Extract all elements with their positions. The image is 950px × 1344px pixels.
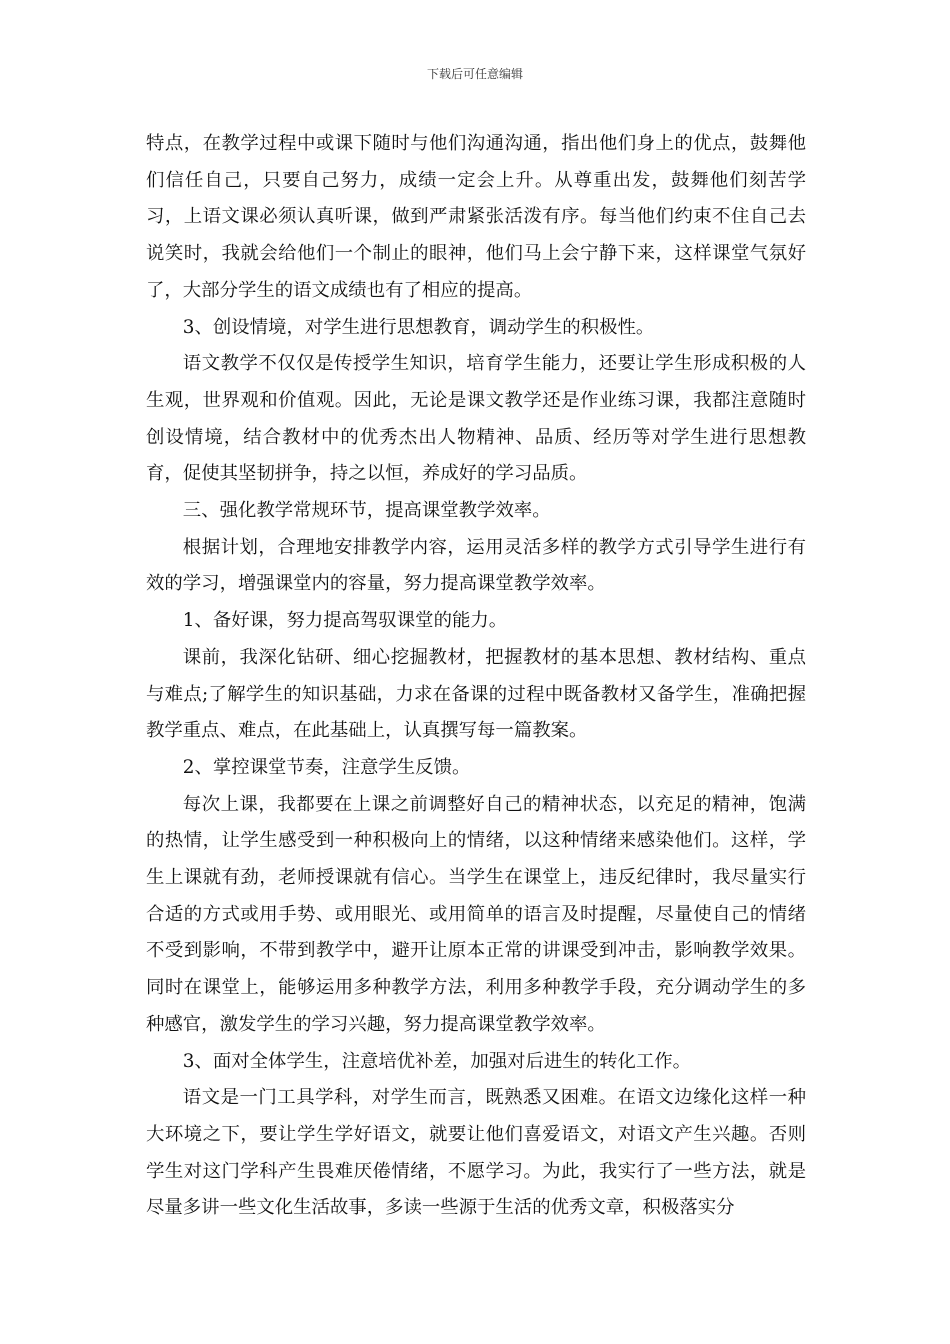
paragraph-11: 语文是一门工具学科，对学生而言，既熟悉又困难。在语文边缘化这样一种大环境之下，要让学生学好语文，就要让他们喜爱语文，对语文产生兴趣。否则学生对这门学科产生畏难厌倦情绪，不愿学习。为此，我实行了一些方法，就是尽量多讲一些文化生活故事，多读一些源于生活的优秀文章，积极落实分 (146, 1087, 806, 1219)
paragraph-5: 根据计划，合理地安排教学内容，运用灵活多样的教学方式引导学生进行有效的学习，增强课堂内的容量，努力提高课堂教学效率。 (146, 536, 806, 595)
paragraph-9: 每次上课，我都要在上课之前调整好自己的精神状态，以充足的精神，饱满的热情，让学生感受到一种积极向上的情绪，以这种情绪来感染他们。这样，学生上课就有劲，老师授课就有信心。当学生在课堂上，违反纪律时，我尽量实行合适的方式或用手势、或用眼光、或用简单的语言及时提醒，尽量使自己的情绪不受到影响，不带到教学中，避开让原本正常的讲课受到冲击，影响教学效果。同时在课堂上，能够运用多种教学方法，利用多种教学手段，充分调动学生的多种感官，激发学生的学习兴趣，努力提高课堂教学效率。 (146, 793, 806, 1035)
section-heading: 三、强化教学常规环节，提高课堂教学效率。 (182, 500, 551, 522)
page-header: 下载后可任意编辑 (426, 67, 523, 81)
paragraph-3: 语文教学不仅仅是传授学生知识，培育学生能力，还要让学生形成积极的人生观，世界观和价值观。因此，无论是课文教学还是作业练习课，我都注意随时创设情境，结合教材中的优秀杰出人物精神、品质、经历等对学生进行思想教育，促使其坚韧拼争，持之以恒，养成好的学习品质。 (146, 353, 806, 485)
paragraph-2: 3、创设情境，对学生进行思想教育，调动学生的积极性。 (182, 316, 655, 338)
paragraph-1: 特点，在教学过程中或课下随时与他们沟通沟通，指出他们身上的优点，鼓舞他们信任自己，只要自己努力，成绩一定会上升。从尊重出发，鼓舞他们刻苦学习，上语文课必须认真听课，做到严肃紧张活泼有序。每当他们约束不住自己去说笑时，我就会给他们一个制止的眼神，他们马上会宁静下来，这样课堂气氛好了，大部分学生的语文成绩也有了相应的提高。 (146, 133, 806, 301)
document-body (146, 126, 806, 1227)
paragraph-10: 3、面对全体学生，注意培优补差，加强对后进生的转化工作。 (182, 1050, 692, 1072)
paragraph-8: 2、掌控课堂节奏，注意学生反馈。 (182, 756, 471, 778)
paragraph-6: 1、备好课，努力提高驾驭课堂的能力。 (182, 610, 508, 632)
paragraph-7: 课前，我深化钻研、细心挖掘教材，把握教材的基本思想、教材结构、重点与难点;了解学生的知识基础，力求在备课的过程中既备教材又备学生，准确把握教学重点、难点，在此基础上，认真撰写每一篇教案。 (146, 646, 806, 742)
